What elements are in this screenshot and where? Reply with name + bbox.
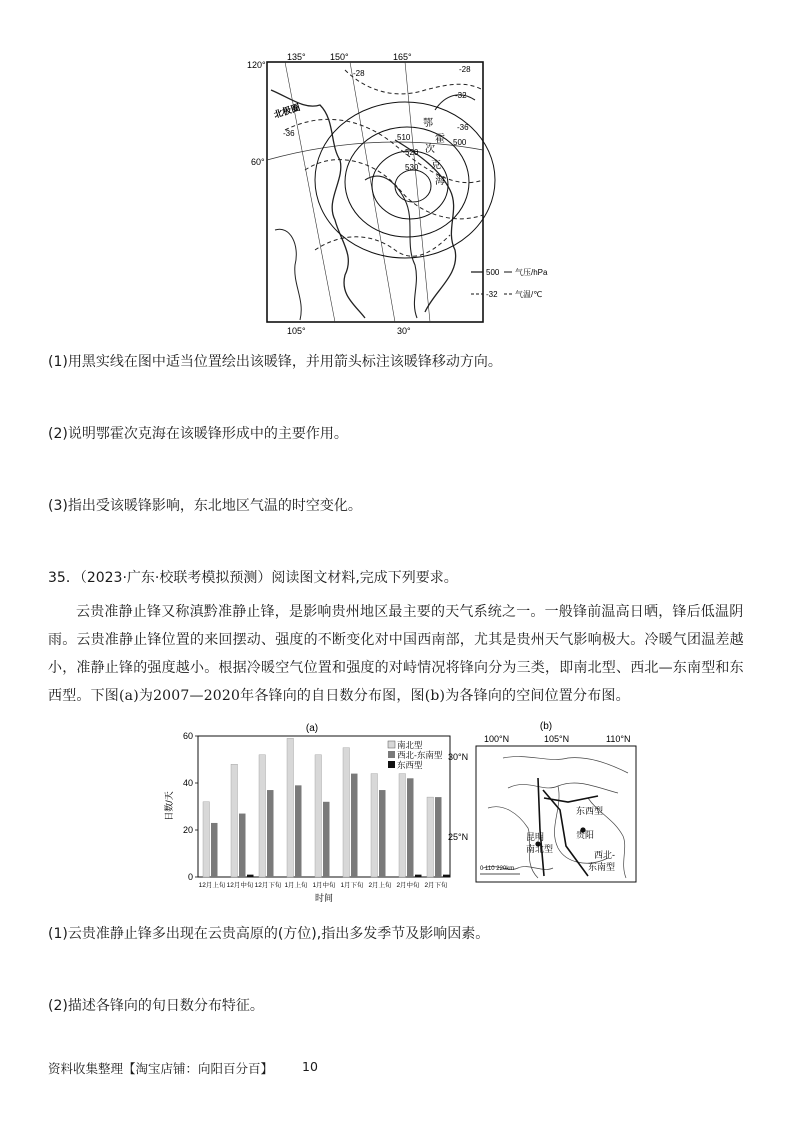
- x-tick-label: 2月中旬: [396, 882, 420, 889]
- sea-label: 克: [431, 160, 441, 171]
- lon-label: 105°N: [544, 734, 570, 744]
- legend-text: 气压/hPa: [515, 268, 548, 277]
- bar-西北-东南型-2月下旬: [435, 797, 442, 877]
- legend-label-nw-se: 西北-东南型: [397, 750, 443, 760]
- isobar-label: 530: [405, 163, 419, 172]
- bar-西北-东南型-2月上旬: [379, 790, 386, 877]
- front-days-chart-svg: [160, 718, 460, 906]
- legend-sample: 500: [486, 268, 500, 277]
- scale-bar-label: 0 110 220km: [480, 866, 515, 872]
- isotherm-label: -28: [353, 69, 365, 78]
- y-tick-label: 40: [182, 778, 193, 788]
- x-tick-label: 2月上旬: [368, 882, 392, 889]
- lon-label: 135°: [287, 52, 306, 62]
- legend-swatch-north-south: [388, 741, 395, 748]
- y-axis-label: 日数/天: [164, 791, 174, 821]
- arctic-circle-label: 北极圈: [272, 102, 302, 120]
- lon-label: 105°: [287, 326, 306, 336]
- legend-text: 气温/℃: [515, 290, 543, 299]
- weather-map: [245, 50, 565, 342]
- bar-南北型-1月下旬: [343, 748, 350, 877]
- boundary: [503, 757, 628, 773]
- x-tick-label: 12月中旬: [226, 882, 254, 889]
- bar-南北型-2月上旬: [371, 774, 378, 877]
- type-label-northwest: 西北-: [594, 850, 615, 860]
- lat-label: 30°N: [448, 752, 469, 762]
- sea-label: 霍: [435, 134, 445, 145]
- front-position-map-svg: [448, 718, 648, 888]
- bar-南北型-1月中旬: [315, 755, 322, 877]
- q34-item-1: (1)用黑实线在图中适当位置绘出该暖锋，并用箭头标注该暖锋移动方向。: [48, 354, 502, 370]
- isobar-label: 500: [453, 138, 467, 147]
- north-south-front-line: [538, 778, 544, 876]
- type-label-east-west: 东西型: [576, 806, 604, 816]
- lon-label: 30°: [397, 326, 411, 336]
- x-tick-label: 1月中旬: [312, 882, 336, 889]
- y-tick-label: 20: [182, 825, 193, 835]
- lon-label: 110°N: [606, 734, 631, 744]
- isobar-label: 510: [397, 133, 411, 142]
- bar-西北-东南型-12月上旬: [211, 823, 218, 877]
- x-tick-label: 12月上旬: [198, 882, 226, 889]
- lon-label: 165°: [393, 52, 412, 62]
- isotherm-label: -36: [457, 123, 469, 132]
- isobar-label: 520: [405, 148, 419, 157]
- bar-南北型-1月上旬: [287, 738, 294, 877]
- sea-label: 海: [435, 176, 445, 187]
- bar-西北-东南型-1月上旬: [295, 785, 302, 877]
- x-tick-label: 2月下旬: [424, 882, 448, 889]
- city-label-guiyang: 贵阳: [576, 830, 595, 840]
- front-position-map: [448, 718, 648, 888]
- bar-西北-东南型-12月下旬: [267, 790, 274, 877]
- bar-南北型-12月上旬: [203, 802, 210, 877]
- x-axis-label: 时间: [314, 893, 334, 903]
- legend-swatch-east-west: [388, 761, 395, 768]
- bar-南北型-12月中旬: [231, 764, 238, 877]
- q34-item-2: (2)说明鄂霍次克海在该暖锋形成中的主要作用。: [48, 426, 348, 442]
- bar-西北-东南型-1月中旬: [323, 802, 330, 877]
- sea-label: 次: [425, 144, 435, 155]
- bar-西北-东南型-2月中旬: [407, 778, 414, 877]
- type-label-southeast: 东南型: [588, 862, 616, 872]
- isotherm-label: -32: [455, 91, 467, 100]
- boundary: [508, 783, 618, 793]
- lat-label: 25°N: [448, 832, 469, 842]
- q35-header: 35．（2023·广东·校联考模拟预测）阅读图文材料,完成下列要求。: [48, 570, 458, 586]
- q35-material-paragraph: 云贵准静止锋又称滇黔准静止锋，是影响贵州地区最主要的天气系统之一。一般锋前温高日晒，锋后低温阴雨。云贵准静止锋位置的来回摆动、强度的不断变化对中国西南部，尤其是贵州天气影响极大。冷暖气团温差越小，准静止锋的强度越小。根据冷暖空气位置和强度的对峙情况将锋向分为三类，即南北型、西北—东南型和东西型。下图(a)为2007—2020年各锋向的自日数分布图，图(b)为各锋向的空间位置分布图。: [48, 604, 744, 704]
- x-tick-label: 12月下旬: [254, 882, 282, 889]
- bar-南北型-12月下旬: [259, 755, 266, 877]
- lat-label: 60°: [251, 157, 265, 167]
- x-tick-label: 1月上旬: [284, 882, 308, 889]
- bar-东西型-2月中旬: [415, 875, 422, 877]
- isotherm-label: -36: [283, 129, 295, 138]
- chart-title: (a): [305, 723, 319, 734]
- map-title: (b): [539, 721, 553, 732]
- y-tick-label: 60: [182, 731, 193, 741]
- lon-label: 100°N: [484, 734, 510, 744]
- footer-source: 资料收集整理【淘宝店铺：向阳百分百】: [48, 1061, 274, 1076]
- lon-label: 120°: [247, 60, 266, 70]
- front-days-chart: [160, 718, 460, 906]
- bar-南北型-2月中旬: [399, 774, 406, 877]
- x-tick-label: 1月下旬: [340, 882, 364, 889]
- legend-swatch-nw-se: [388, 751, 395, 758]
- q35-item-1: (1)云贵准静止锋多出现在云贵高原的(方位),指出多发季节及影响因素。: [48, 926, 490, 942]
- bar-东西型-12月中旬: [247, 875, 254, 877]
- bar-西北-东南型-1月下旬: [351, 774, 358, 877]
- type-label-north-south: 南北型: [526, 844, 554, 854]
- isotherm-label: -28: [459, 65, 471, 74]
- legend-sample: -32: [486, 290, 498, 299]
- bar-西北-东南型-12月中旬: [239, 814, 246, 877]
- q35-item-2: (2)描述各锋向的旬日数分布特征。: [48, 998, 264, 1014]
- q34-item-3: (3)指出受该暖锋影响，东北地区气温的时空变化。: [48, 498, 362, 514]
- city-label-kunming: 昆明: [526, 832, 545, 842]
- lon-label: 150°: [330, 52, 349, 62]
- y-tick-label: 0: [187, 872, 193, 882]
- bar-南北型-2月下旬: [427, 797, 434, 877]
- weather-map-figure: [245, 50, 565, 342]
- sea-label: 鄂: [423, 118, 433, 129]
- legend-label-east-west: 东西型: [397, 760, 423, 770]
- legend-label-north-south: 南北型: [397, 740, 423, 750]
- page-number: 10: [302, 1059, 318, 1074]
